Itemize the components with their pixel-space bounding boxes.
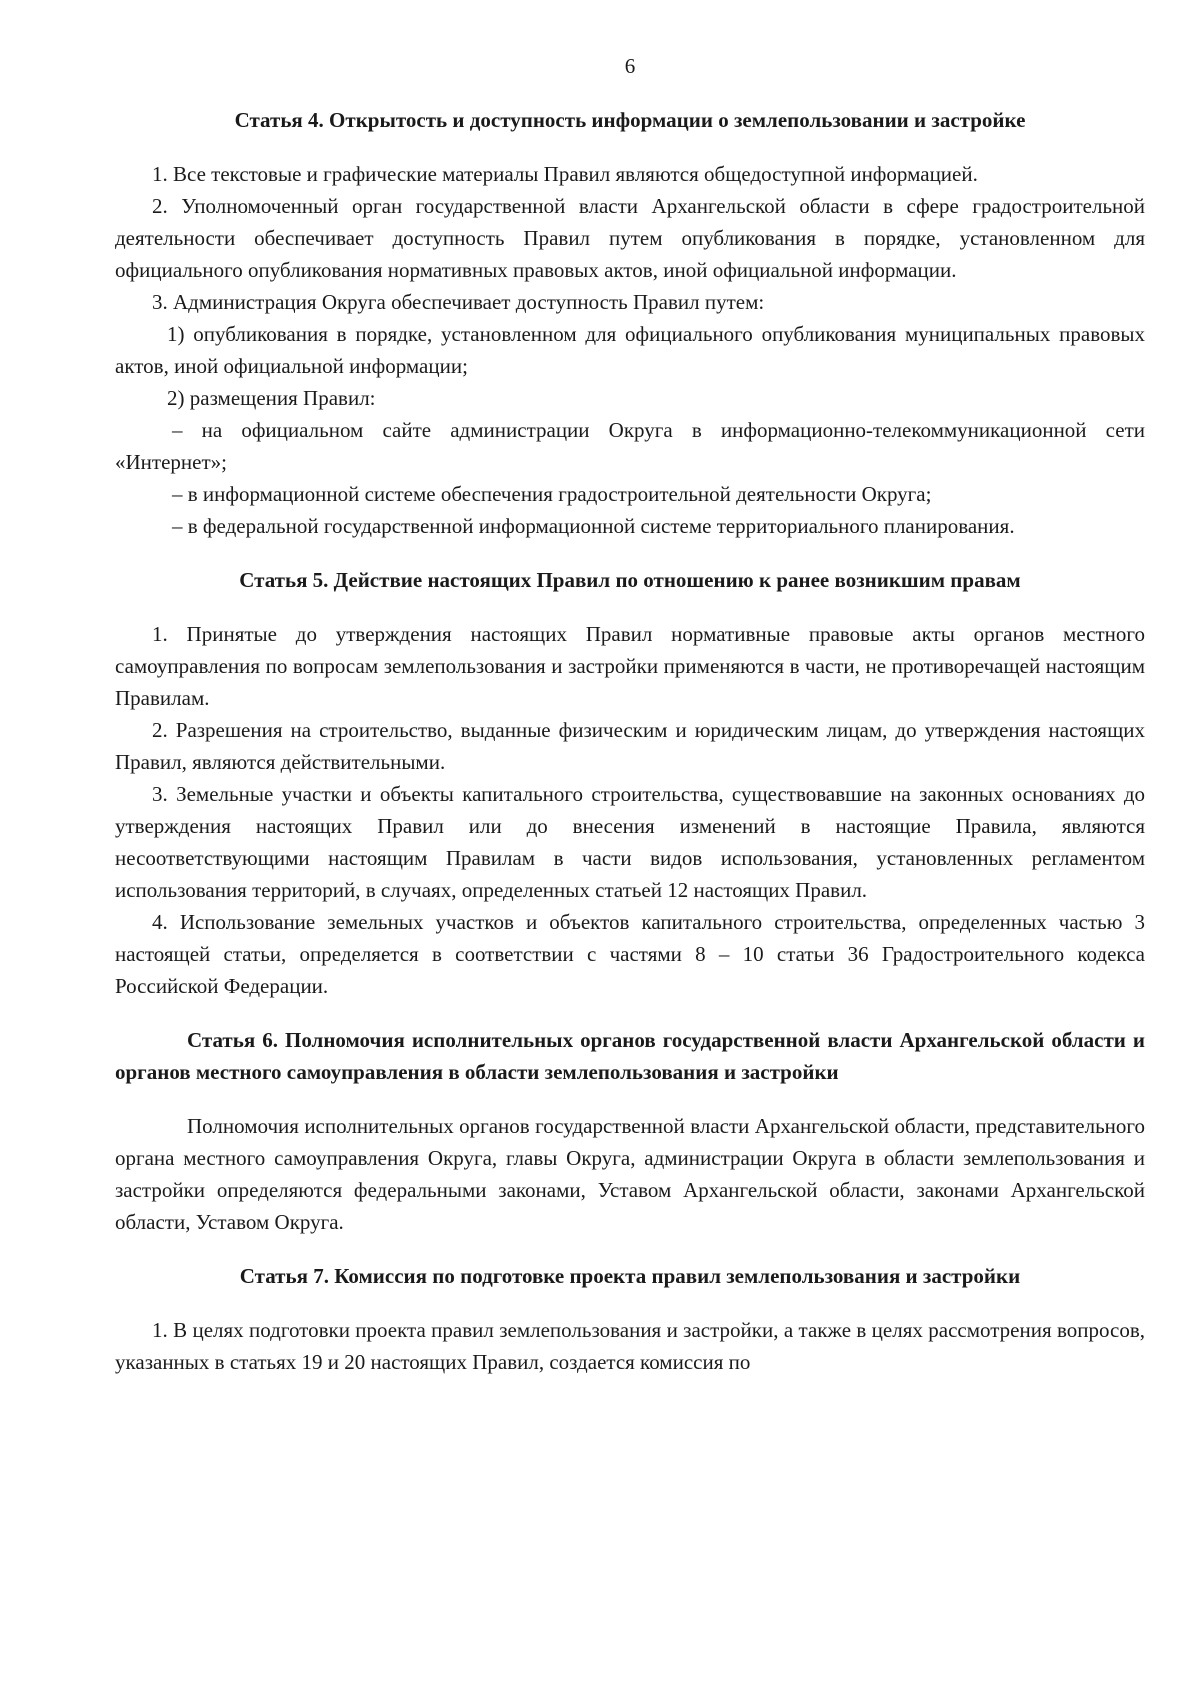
article-4-item-2: 2) размещения Правил: (167, 386, 376, 410)
article-4-item-1: 1) опубликования в порядке, установленном для официального опубликования муниципальных правовых актов, иной официальной информации; (115, 322, 1145, 378)
article-4-dash-2: – в информационной системе обеспечения градостроительной деятельности Округа; (172, 482, 932, 506)
article-4-dash-3: – в федеральной государственной информационной системе территориального планирования. (172, 514, 1015, 538)
article-5-paragraph-4: 4. Использование земельных участков и объектов капитального строительства, определенных частью 3 настоящей статьи, определяется в соответствии с частями 8 – 10 статьи 36 Градостроительного кодекса Российской Федерации. (115, 910, 1145, 998)
article-7-paragraph-1: 1. В целях подготовки проекта правил землепользования и застройки, а также в целях рассмотрения вопросов, указанных в статьях 19 и 20 настоящих Правил, создается комиссия по (115, 1318, 1145, 1374)
article-5-title: Статья 5. Действие настоящих Правил по отношению к ранее возникшим правам (239, 568, 1021, 592)
article-5-paragraph-2: 2. Разрешения на строительство, выданные физическим и юридическим лицам, до утверждения настоящих Правил, являются действительными. (115, 718, 1145, 774)
article-7-title: Статья 7. Комиссия по подготовке проекта правил землепользования и застройки (239, 1264, 1021, 1288)
article-6-title: Статья 6. Полномочия исполнительных органов государственной власти Архангельской области и органов местного самоуправления в области землепользования и застройки (115, 1028, 1145, 1084)
article-4-dash-1: – на официальном сайте администрации Округа в информационно-телекоммуникационной сети «Интернет»; (115, 418, 1145, 474)
article-5-paragraph-1: 1. Принятые до утверждения настоящих Правил нормативные правовые акты органов местного самоуправления по вопросам землепользования и застройки применяются в части, не противоречащей настоящим Правилам. (115, 622, 1145, 710)
article-4-paragraph-2: 2. Уполномоченный орган государственной власти Архангельской области в сфере градостроительной деятельности обеспечивает доступность Правил путем опубликования в порядке, установленном для официального опубликования нормативных правовых актов, иной официальной информации. (115, 194, 1145, 282)
page-number: 6 (624, 54, 636, 78)
article-6-paragraph-1: Полномочия исполнительных органов государственной власти Архангельской области, представительного органа местного самоуправления Округа, главы Округа, администрации Округа в области землепользования и застройки определяются федеральными законами, Уставом Архангельской области, законами Архангельской области, Уставом Округа. (115, 1114, 1145, 1234)
article-4-paragraph-3: 3. Администрация Округа обеспечивает доступность Правил путем: (152, 290, 765, 314)
document-page (115, 50, 1145, 1378)
article-4-paragraph-1: 1. Все текстовые и графические материалы Правил являются общедоступной информацией. (152, 162, 978, 186)
article-4-title: Статья 4. Открытость и доступность информации о землепользовании и застройке (234, 108, 1026, 132)
article-5-paragraph-3: 3. Земельные участки и объекты капитального строительства, существовавшие на законных основаниях до утверждения настоящих Правил или до внесения изменений в настоящие Правила, являются несоответствующими настоящим Правилам в части видов использования, установленных регламентом использования территорий, в случаях, определенных статьей 12 настоящих Правил. (115, 782, 1145, 902)
